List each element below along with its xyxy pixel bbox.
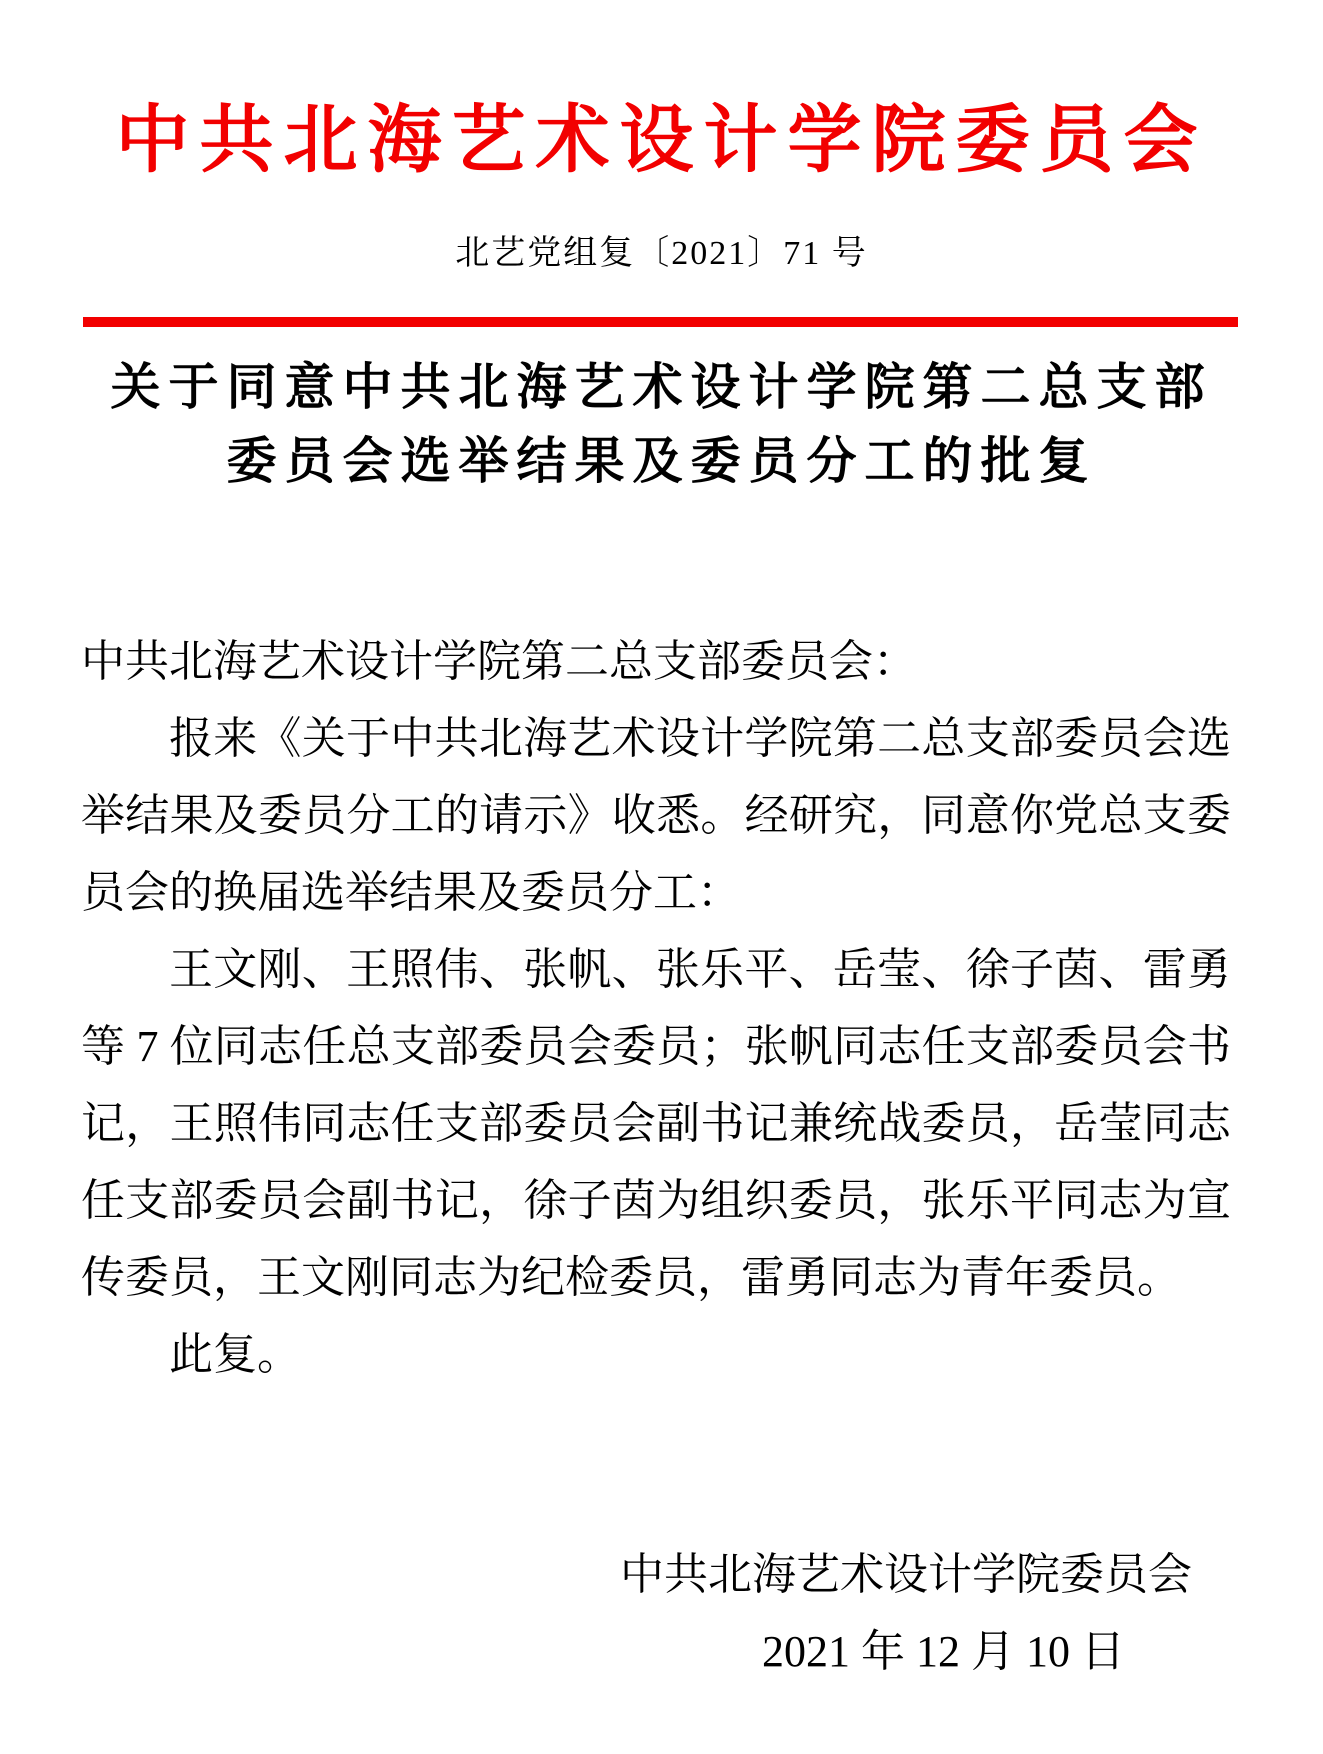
closing-line: 此复。 bbox=[169, 1330, 301, 1379]
red-header-issuer-title: 中共北海艺术设计学院委员会 bbox=[115, 100, 1208, 182]
body-paragraph-1: 报来《关于中共北海艺术设计学院第二总支部委员会选举结果及委员分工的请示》收悉。经研究，同意你党总支委员会的换届选举结果及委员分工： bbox=[81, 714, 1231, 917]
red-separator-line bbox=[83, 317, 1238, 327]
document-reference-number: 北艺党组复〔2021〕71 号 bbox=[455, 235, 868, 272]
document-title-line-1: 关于同意中共北海艺术设计学院第二总支部 bbox=[110, 359, 1213, 415]
signature-date: 2021 年 12 月 10 日 bbox=[762, 1627, 1125, 1676]
salutation-line: 中共北海艺术设计学院第二总支部委员会： bbox=[81, 637, 917, 686]
body-paragraph-2: 王文刚、王照伟、张帆、张乐平、岳莹、徐子茵、雷勇等 7 位同志任总支部委员会委员；张帆同志任支部委员会书记，王照伟同志任支部委员会副书记兼统战委员，岳莹同志任支部委员会副书记，徐子茵为组织委员，张乐平同志为宣传委员，王文刚同志为纪检委员，雷勇同志为青年委员。 bbox=[81, 945, 1231, 1302]
document-body bbox=[81, 623, 1231, 1393]
document-title-line-2: 委员会选举结果及委员分工的批复 bbox=[226, 433, 1097, 489]
signature-issuer-name: 中共北海艺术设计学院委员会 bbox=[620, 1550, 1192, 1599]
document-title bbox=[0, 350, 1323, 498]
